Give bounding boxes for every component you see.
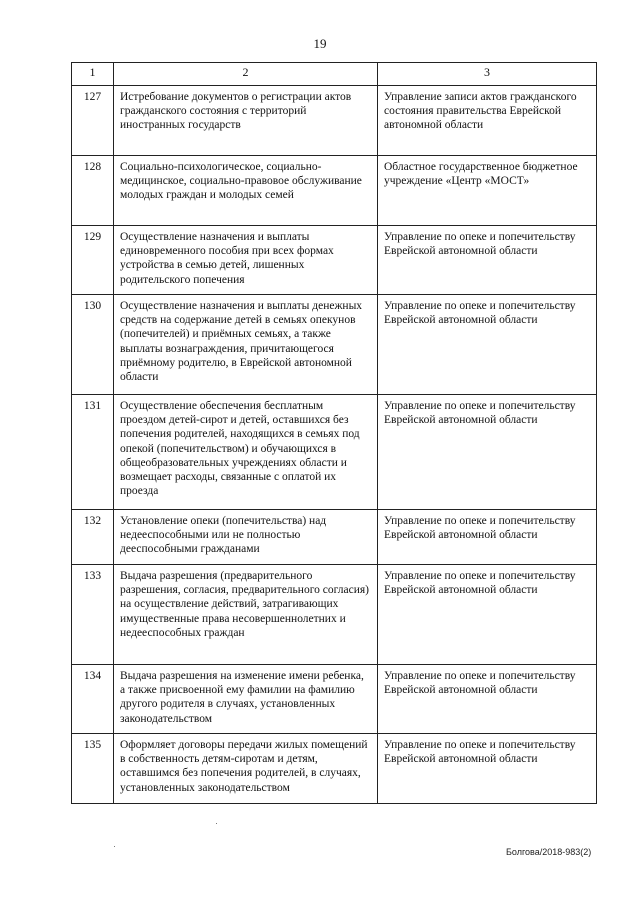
scan-speck — [114, 846, 115, 847]
table-row — [72, 665, 597, 734]
row-number: 130 — [72, 295, 114, 395]
table-row — [72, 86, 597, 156]
table-row — [72, 295, 597, 395]
row-number: 129 — [72, 226, 114, 295]
row-number: 133 — [72, 565, 114, 665]
authority-cell: Управление записи актов гражданского состояния правительства Еврейской автономной области — [378, 86, 597, 156]
row-number: 128 — [72, 156, 114, 226]
column-header-service: 2 — [114, 63, 378, 86]
table-row — [72, 565, 597, 665]
row-number: 127 — [72, 86, 114, 156]
authority-cell: Управление по опеке и попечительству Еврейской автономной области — [378, 395, 597, 510]
service-cell: Выдача разрешения (предварительного разрешения, согласия, предварительного согласия) на осуществление действий, затрагивающих имущественные права несовершеннолетних и недееспособных граждан — [114, 565, 378, 665]
column-header-number: 1 — [72, 63, 114, 86]
authority-cell: Управление по опеке и попечительству Еврейской автономной области — [378, 665, 597, 734]
row-number: 131 — [72, 395, 114, 510]
column-header-authority: 3 — [378, 63, 597, 86]
service-cell: Социально-психологическое, социально-медицинское, социально-правовое обслуживание молодых граждан и молодых семей — [114, 156, 378, 226]
table-row — [72, 156, 597, 226]
authority-cell: Управление по опеке и попечительству Еврейской автономной области — [378, 510, 597, 565]
scan-speck — [216, 823, 217, 824]
document-reference-code: Болгова/2018-983(2) — [506, 847, 592, 857]
authority-cell: Областное государственное бюджетное учреждение «Центр «МОСТ» — [378, 156, 597, 226]
service-cell: Осуществление назначения и выплаты денежных средств на содержание детей в семьях опекунов (попечителей) и приёмных семьях, а также выплаты вознаграждения, причитающегося приёмному родителю, в Еврейской автономной области — [114, 295, 378, 395]
services-table — [71, 62, 597, 804]
table-row — [72, 734, 597, 804]
authority-cell: Управление по опеке и попечительству Еврейской автономной области — [378, 295, 597, 395]
page-number: 19 — [313, 36, 327, 51]
service-cell: Истребование документов о регистрации актов гражданского состояния с территорий иностранных государств — [114, 86, 378, 156]
authority-cell: Управление по опеке и попечительству Еврейской автономной области — [378, 565, 597, 665]
service-cell: Установление опеки (попечительства) над недееспособными или не полностью дееспособными гражданами — [114, 510, 378, 565]
table-row — [72, 226, 597, 295]
table-row — [72, 510, 597, 565]
row-number: 134 — [72, 665, 114, 734]
authority-cell: Управление по опеке и попечительству Еврейской автономной области — [378, 734, 597, 804]
service-cell: Оформляет договоры передачи жилых помещений в собственность детям-сиротам и детям, оставшимся без попечения родителей, в случаях, установленных законодательством — [114, 734, 378, 804]
service-cell: Осуществление назначения и выплаты единовременного пособия при всех формах устройства в семью детей, лишенных родительского попечения — [114, 226, 378, 295]
authority-cell: Управление по опеке и попечительству Еврейской автономной области — [378, 226, 597, 295]
table-row — [72, 395, 597, 510]
service-cell: Выдача разрешения на изменение имени ребенка, а также присвоенной ему фамилии на фамилию другого родителя в случаях, установленных законодательством — [114, 665, 378, 734]
row-number: 132 — [72, 510, 114, 565]
table-header-row — [72, 63, 597, 86]
row-number: 135 — [72, 734, 114, 804]
service-cell: Осуществление обеспечения бесплатным проездом детей-сирот и детей, оставшихся без попечения родителей, находящихся в семьях под опекой (попечительством) и обучающихся в общеобразовательных учреждениях области и возмещает расходы, связанные с оплатой их проезда — [114, 395, 378, 510]
